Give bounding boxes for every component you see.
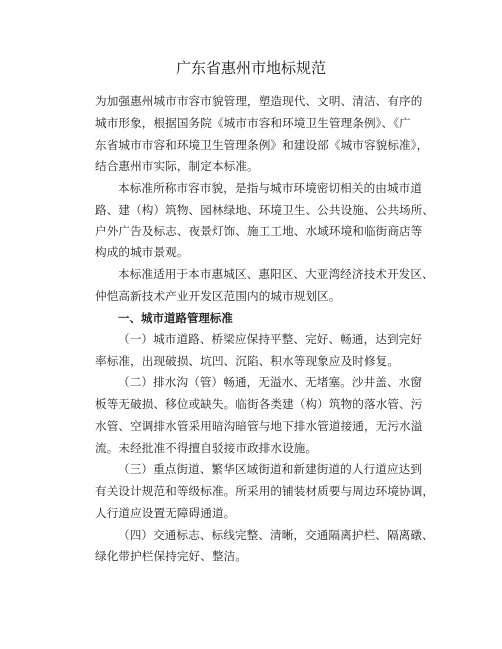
paragraph-line: 绿化带护栏保持完好、整洁。 xyxy=(95,549,248,563)
paragraph-line: （二）排水沟（管）畅通，无溢水、无堵塞。沙井盖、水窗 xyxy=(118,375,423,389)
paragraph-line: 仲恺高新技术产业开发区范围内的城市规划区。 xyxy=(95,289,341,303)
paragraph-line: （三）重点街道、繁华区域街道和新建街道的人行道应达到 xyxy=(118,462,423,476)
paragraph-line: 结合惠州市实际，制定本标准。 xyxy=(95,159,259,173)
paragraph-line: 东省城市市容和环境卫生管理条例》和建设部《城市容貌标准》， xyxy=(95,138,429,152)
paragraph-line: 城市形象，根据国务院《城市市容和环境卫生管理条例》、《广 xyxy=(95,116,411,130)
paragraph-line: 构成的城市景观。 xyxy=(95,245,189,259)
paragraph-line: 本标准适用于本市惠城区、惠阳区、大亚湾经济技术开发区、 xyxy=(118,267,434,281)
paragraph-line: 板等无破损、移位或缺失。临街各类建（构）筑物的落水管、污 xyxy=(95,397,423,411)
paragraph-line: 户外广告及标志、夜景灯饰、施工工地、水域环境和临街商店等 xyxy=(95,224,423,238)
paragraph-line: （四）交通标志、标线完整、清晰，交通隔离护栏、隔离礅、 xyxy=(118,528,434,542)
paragraph-line: 率标准，出现破损、坑凹、沉陷、积水等现象应及时修复。 xyxy=(95,354,400,368)
paragraph-line: 流。未经批准不得擅自驳接市政排水设施。 xyxy=(95,441,318,455)
paragraph-line: 为加强惠州城市市容市貌管理，塑造现代、文明、清洁、有序的 xyxy=(95,94,423,108)
paragraph-line: 路、建（构）筑物、园林绿地、环境卫生、公共设施、公共场所、 xyxy=(95,203,435,217)
document-title: 广东省惠州市地标规范 xyxy=(175,59,326,77)
paragraph-line: 有关设计规范和等级标准。所采用的铺装材质要与周边环境协调， xyxy=(95,484,435,498)
paragraph-line: 人行道应设置无障碍通道。 xyxy=(95,506,236,520)
paragraph-line: 本标准所称市容市貌，是指与城市环境密切相关的由城市道 xyxy=(118,181,423,195)
paragraph-line: （一）城市道路、桥梁应保持平整、完好、畅通，达到完好 xyxy=(118,332,423,346)
paragraph-line: 水管、空调排水管采用暗沟暗管与地下排水管道接通，无污水溢 xyxy=(95,419,423,433)
section-heading: 一、城市道路管理标准 xyxy=(118,311,233,325)
